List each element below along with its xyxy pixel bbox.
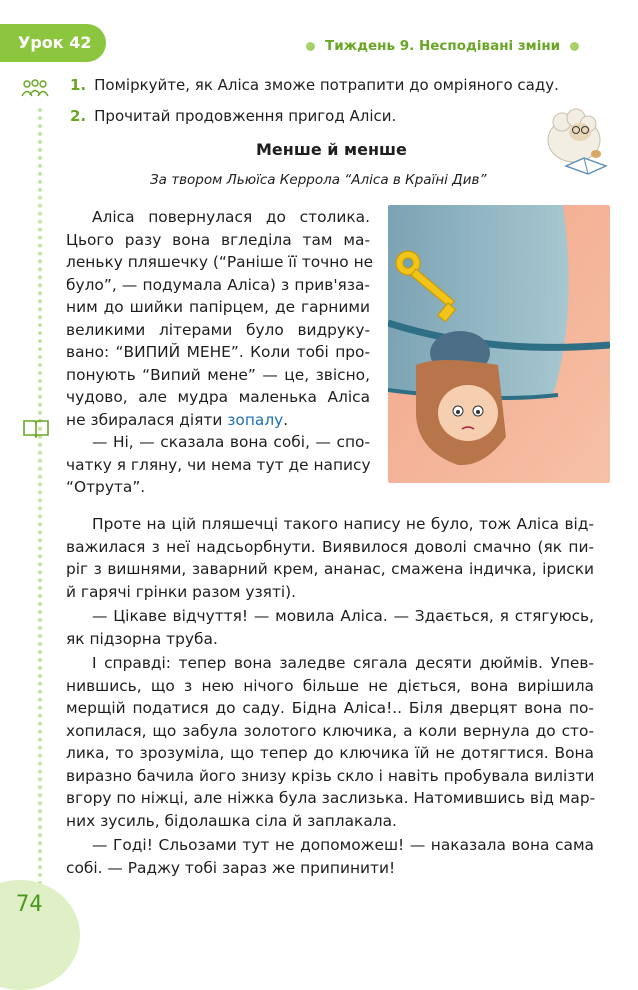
text-line-with-gloss: не збиралася діяти зопалу. <box>66 410 289 429</box>
text-line: мерщій податися до саду. Бідна Аліса!.. Біля дверцят вона по- <box>66 699 594 717</box>
text-line: леньку пляшечку (“Раніше її точно не <box>66 253 374 271</box>
text-line: ним до шийки папірцем, де гарними <box>66 298 370 316</box>
text-line: ріг з вишнями, заварний крем, ананас, смажена індичка, іриски <box>66 560 594 578</box>
glossary-word[interactable]: зопалу <box>227 410 284 429</box>
text-line: не збиралася діяти <box>66 410 228 429</box>
text-line: виразно бачила його знизу крізь скло і навіть пробувала вилізти <box>66 766 595 785</box>
story-subtitle: За твором Льюїса Керрола “Аліса в Країні Див” <box>150 172 487 188</box>
text-line: вано: “ВИПИЙ МЕНЕ”. Коли тобі про- <box>66 343 370 361</box>
text-line: лика, то зрозуміла, що тепер до ключика їй не дотягтися. Вона <box>66 744 594 762</box>
week-title: Тиждень 9. Несподівані зміни <box>325 38 561 54</box>
dotted-margin-rail <box>38 108 42 886</box>
task-number: 2. <box>70 107 87 125</box>
text-line: було”, — подумала Аліса) з прив'яза- <box>66 275 370 294</box>
task-text: Поміркуйте, як Аліса зможе потрапити до омріяного саду. <box>94 76 559 94</box>
week-header <box>306 36 579 56</box>
text-line: — Годі! Сльозами тут не допоможеш! — наказала вона сама <box>92 836 594 854</box>
text-line: й гарячі грінки разом узяті). <box>66 582 297 601</box>
task-1 <box>70 76 559 94</box>
text-line: чудово, але мудра маленька Аліса <box>66 388 370 406</box>
text-line: як підзорна труба. <box>66 629 218 648</box>
text-line: “Отрута”. <box>66 478 146 496</box>
text-line: — Цікаве відчуття! — мовила Аліса. — Здається, я стягуюсь, <box>92 607 594 625</box>
book-icon <box>22 418 50 438</box>
bullet-dot-right <box>570 42 579 51</box>
text-line: Аліса повернулася до столика. <box>92 208 370 226</box>
text-line: собі. — Раджу тобі зараз же припинити! <box>66 858 396 877</box>
sheep-reading-illustration <box>536 88 616 188</box>
text-line: важилася з неї надсьорбнути. Виявилося доволі смачно (як пи- <box>66 537 594 556</box>
bullet-dot-left <box>306 42 315 51</box>
task-2 <box>70 107 396 125</box>
text-line: чатку я гляну, чи нема тут де напису <box>66 455 371 474</box>
text-line: понують “Випий мене” — це, звісно, <box>66 365 370 384</box>
text-line: вгору по ніжці, але ніжка була заслизька. Натомившись від мар- <box>66 789 596 807</box>
story-title: Менше й менше <box>256 140 407 159</box>
group-icon <box>20 78 50 100</box>
alice-key-illustration <box>388 205 610 483</box>
story-column-text <box>66 206 374 499</box>
text-line: Цього разу вона вгледіла там ма- <box>66 230 370 249</box>
text-line: Проте на цій пляшечці такого напису не було, тож Аліса від- <box>92 515 594 533</box>
page-number: 74 <box>16 892 43 917</box>
story-full-text <box>66 513 594 879</box>
text-line: хопилася, що забула золотого ключика, а коли вернула до сто- <box>66 721 594 740</box>
text-line: І справді: тепер вона заледве сягала десяти дюймів. Упев- <box>92 654 594 672</box>
text-line: — Ні, — сказала вона собі, — спо- <box>92 433 370 451</box>
text-line: нившись, що з нею нічого більше не діється, вона вирішила <box>66 676 594 695</box>
task-text: Прочитай продовження пригод Аліси. <box>94 107 397 125</box>
text-line: великими літерами було видруку- <box>66 320 370 339</box>
text-line: них зусиль, бідолашка сіла й заплакала. <box>66 811 397 830</box>
task-number: 1. <box>70 76 87 94</box>
lesson-label: Урок 42 <box>0 24 106 62</box>
